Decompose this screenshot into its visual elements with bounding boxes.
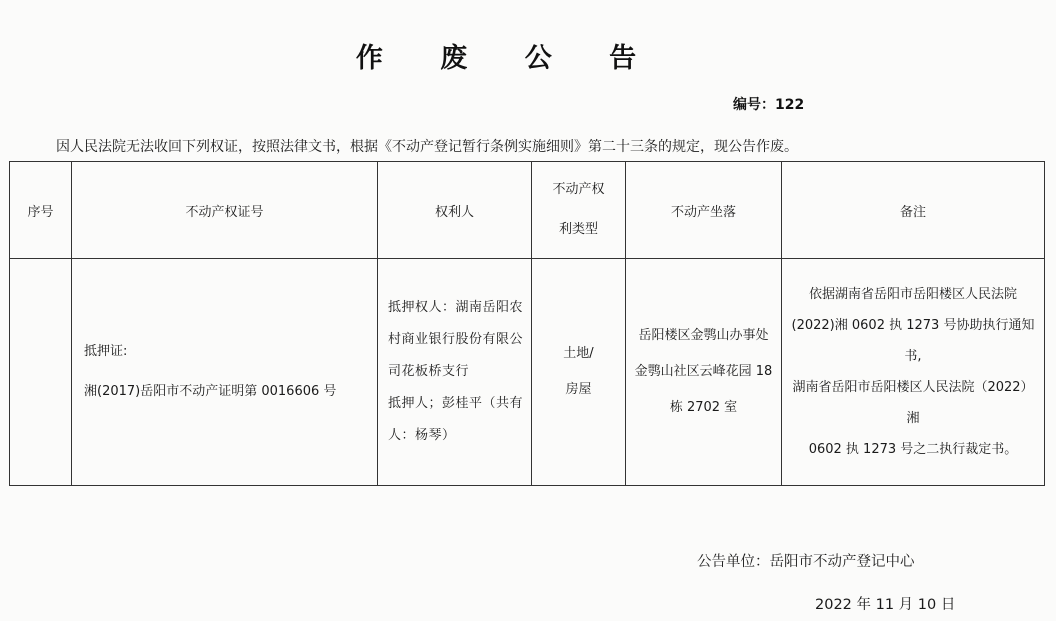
cell-remark [782, 259, 1045, 486]
header-right-type-line1: 不动产权 [552, 182, 605, 197]
void-notice-table [9, 161, 1045, 486]
right-type-line: 土地/ [563, 346, 594, 361]
location-line: 金鹗山社区云峰花园 18 [634, 364, 773, 379]
cell-right-type [532, 259, 626, 486]
cert-number: 湘(2017)岳阳市不动产证明第 0016606 号 [84, 384, 337, 399]
remark-line: 0602 执 1273 号之二执行裁定书。 [808, 442, 1018, 457]
page-title: 作 废 公 告 [355, 43, 661, 74]
header-location: 不动产坐落 [626, 162, 782, 259]
table-header-row [10, 162, 1045, 259]
header-remark: 备注 [782, 162, 1045, 259]
cell-holder [378, 259, 532, 486]
header-holder: 权利人 [378, 162, 532, 259]
cell-seq [10, 259, 72, 486]
remark-line: 湖南省岳阳市岳阳楼区人民法院（2022）湘 [792, 380, 1034, 426]
location-line: 栋 2702 室 [669, 400, 738, 415]
issuing-unit: 公告单位：岳阳市不动产登记中心 [697, 554, 915, 570]
holder-line: 抵押人；彭桂平（共有 [388, 396, 524, 411]
holder-line: 抵押权人：湖南岳阳农 [388, 300, 524, 315]
header-cert-no: 不动产权证号 [72, 162, 378, 259]
header-seq: 序号 [10, 162, 72, 259]
issue-date: 2022 年 11 月 10 日 [815, 597, 956, 613]
table-row [10, 259, 1045, 486]
cert-label: 抵押证: [84, 344, 128, 359]
location-line: 岳阳楼区金鹗山办事处 [638, 328, 769, 343]
remark-line: (2022)湘 0602 执 1273 号协助执行通知书, [791, 318, 1035, 364]
remark-line: 依据湖南省岳阳市岳阳楼区人民法院 [808, 287, 1017, 302]
cell-location [626, 259, 782, 486]
cell-cert [72, 259, 378, 486]
document-number: 编号：122 [733, 97, 805, 113]
header-right-type-line2: 利类型 [558, 222, 598, 237]
right-type-line: 房屋 [565, 382, 592, 397]
intro-paragraph: 因人民法院无法收回下列权证，按照法律文书，根据《不动产登记暂行条例实施细则》第二十三条的规定，现公告作废。 [56, 139, 798, 155]
holder-line: 司花板桥支行 [388, 364, 470, 379]
holder-line: 人：杨琴） [388, 428, 456, 443]
holder-line: 村商业银行股份有限公 [388, 332, 524, 347]
header-right-type [532, 162, 626, 259]
